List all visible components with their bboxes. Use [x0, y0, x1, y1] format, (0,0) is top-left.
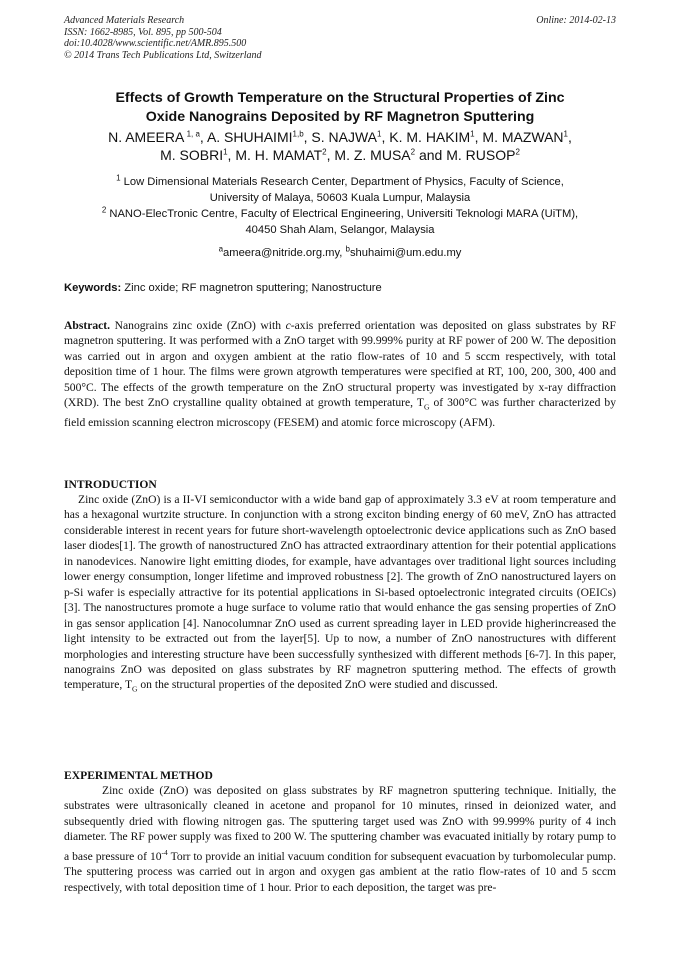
email-a: ameera@nitride.org.my,	[223, 247, 346, 259]
affiliation-2: $^2$ NANO-ElecTronic Centre, Faculty of Electrical Engineering, Universiti Teknologi MARA (UiTM), 40450 Shah Alam, Selangor, Malaysia	[101, 205, 579, 236]
experimental-body: Zinc oxide (ZnO) was deposited on glass substrates by RF magnetron sputtering technique. Initially, the substrates were ultrasonically cleaned in acetone and propanol for 10 minutes, rinsed in deionized water, and subsequently dried with flowing nitrogen gas. The sputtering target used was ZnO with 99.999% purity of 4 inch diameter. The RF power supply was fixed to 200 W. The sputtering chamber was evacuated initially by rotary pump to a base pressure of $10^{-4}$ Torr to provide an initial vacuum condition for subsequent evacuation by turbomolecular pump. The sputtering process was carried out in argon and oxygen gas ambient at the ratio flow-rates of 10 and 5 sccm respectively, with total deposition time of 1 hour. Prior to each deposition, the target was pre-	[64, 784, 616, 894]
author-emails: $^a$ameera@nitride.org.my, $^b$shuhaimi@um.edu.my	[218, 244, 462, 259]
author: S. NAJWA$^1$,	[311, 129, 390, 145]
copyright-line: © 2014 Trans Tech Publications Ltd, Switzerland	[64, 49, 262, 61]
journal-header	[64, 15, 616, 61]
author: K. M. HAKIM$^1$,	[389, 129, 483, 145]
author: A. SHUHAIMI$^{1,b}$,	[206, 129, 312, 145]
affiliation-1: $^1$ Low Dimensional Materials Research Center, Department of Physics, Faculty of Science, University of Malaya, 50603 Kuala Lumpur, Malaysia	[116, 173, 564, 204]
title-line-2: Oxide Nanograins Deposited by RF Magnetron Sputtering	[145, 108, 535, 125]
journal-name: Advanced Materials Research	[64, 15, 185, 26]
doi-line: doi:10.4028/www.scientific.net/AMR.895.500	[64, 38, 247, 49]
author: M. Z. MUSA$^2$ and	[334, 147, 447, 163]
paper-title	[64, 89, 616, 126]
experimental-heading: EXPERIMENTAL METHOD	[64, 769, 213, 782]
issn-line: ISSN: 1662-8985, Vol. 895, pp 500-504	[64, 26, 222, 38]
author: N. AMEERA $^{1, a}$,	[108, 129, 207, 145]
author: M. H. MAMAT$^2$,	[235, 147, 335, 163]
author: M. SOBRI$^1$,	[160, 147, 236, 163]
keywords-label: Keywords:	[64, 282, 122, 294]
online-date: Online: 2014-02-13	[536, 15, 616, 26]
keywords-text: Zinc oxide; RF magnetron sputtering; Nanostructure	[121, 282, 382, 294]
keywords	[64, 281, 616, 295]
email-b: shuhaimi@um.edu.my	[349, 247, 462, 259]
abstract: Abstract. Nanograins zinc oxide (ZnO) with c-axis preferred orientation was deposited on glass substrates by RF magnetron sputtering. It was performed with a ZnO target with 99.999% purity at RF power of 200 W. The deposition was carried out in argon and oxygen ambient at the ratio flow-rates of 10 and 5 sccm respectively, with total deposition time of 1 hour. The films were grown atgrowth temperatures were specified at RT, 100, 200, 300, 400 and 500°C. The effects of the growth temperature on the ZnO structural property was investigated by x-ray diffraction (XRD). The best ZnO crystalline quality obtained at growth temperature, $T_G$ of 300°C was further characterized by field emission scanning electron microscopy (FESEM) and atomic force microscopy (AFM).	[64, 319, 616, 430]
introduction-heading: INTRODUCTION	[64, 478, 157, 491]
abstract-label: Abstract.	[64, 319, 111, 332]
introduction-body: Zinc oxide (ZnO) is a II-VI semiconductor with a wide band gap of approximately 3.3 eV at room temperature and has a hexagonal wurtzite structure. In conjunction with a strong exciton binding energy of 60 meV, ZnO has attracted considerable interest in recent years for future short-wavelength optoelectronic device applications such as ZnO based laser diodes[1]. The growth of nanostructured ZnO has attracted extraordinary attention for their potential applications in nanodevices. Nanowire light emitting diodes, for example, have advantages over traditional light sources including lower energy consumption, longer lifetime and improved robustness [2]. The growth of ZnO nanostructured layers on p-Si wafer is especially attractive for its potential applications in Si-based optoelectronic integrated circuits (OEICs) [3]. The nanostructures promote a huge surface to volume ratio that would enhance the gas sensing properties of ZnO in gas sensor application [4]. Nanocolumnar ZnO used as current spreading layer in LED provide higherincreased the light intensity to be extracted out from the layer[5]. Up to now, a number of ZnO nanostructures with different morphologies and interesting structure have been successfully synthesized with different methods [6-7]. In this paper, nanograins ZnO was deposited on glass substrates by RF magnetron sputtering method. The effects of growth temperature, $T_G$ on the structural properties of the deposited ZnO were studied and discussed.	[64, 493, 616, 694]
author: M. MAZWAN$^1$,	[482, 129, 572, 145]
title-line-1: Effects of Growth Temperature on the Structural Properties of Zinc	[115, 90, 565, 106]
author-list	[64, 128, 616, 164]
author: M. RUSOP$^2$	[446, 147, 520, 163]
